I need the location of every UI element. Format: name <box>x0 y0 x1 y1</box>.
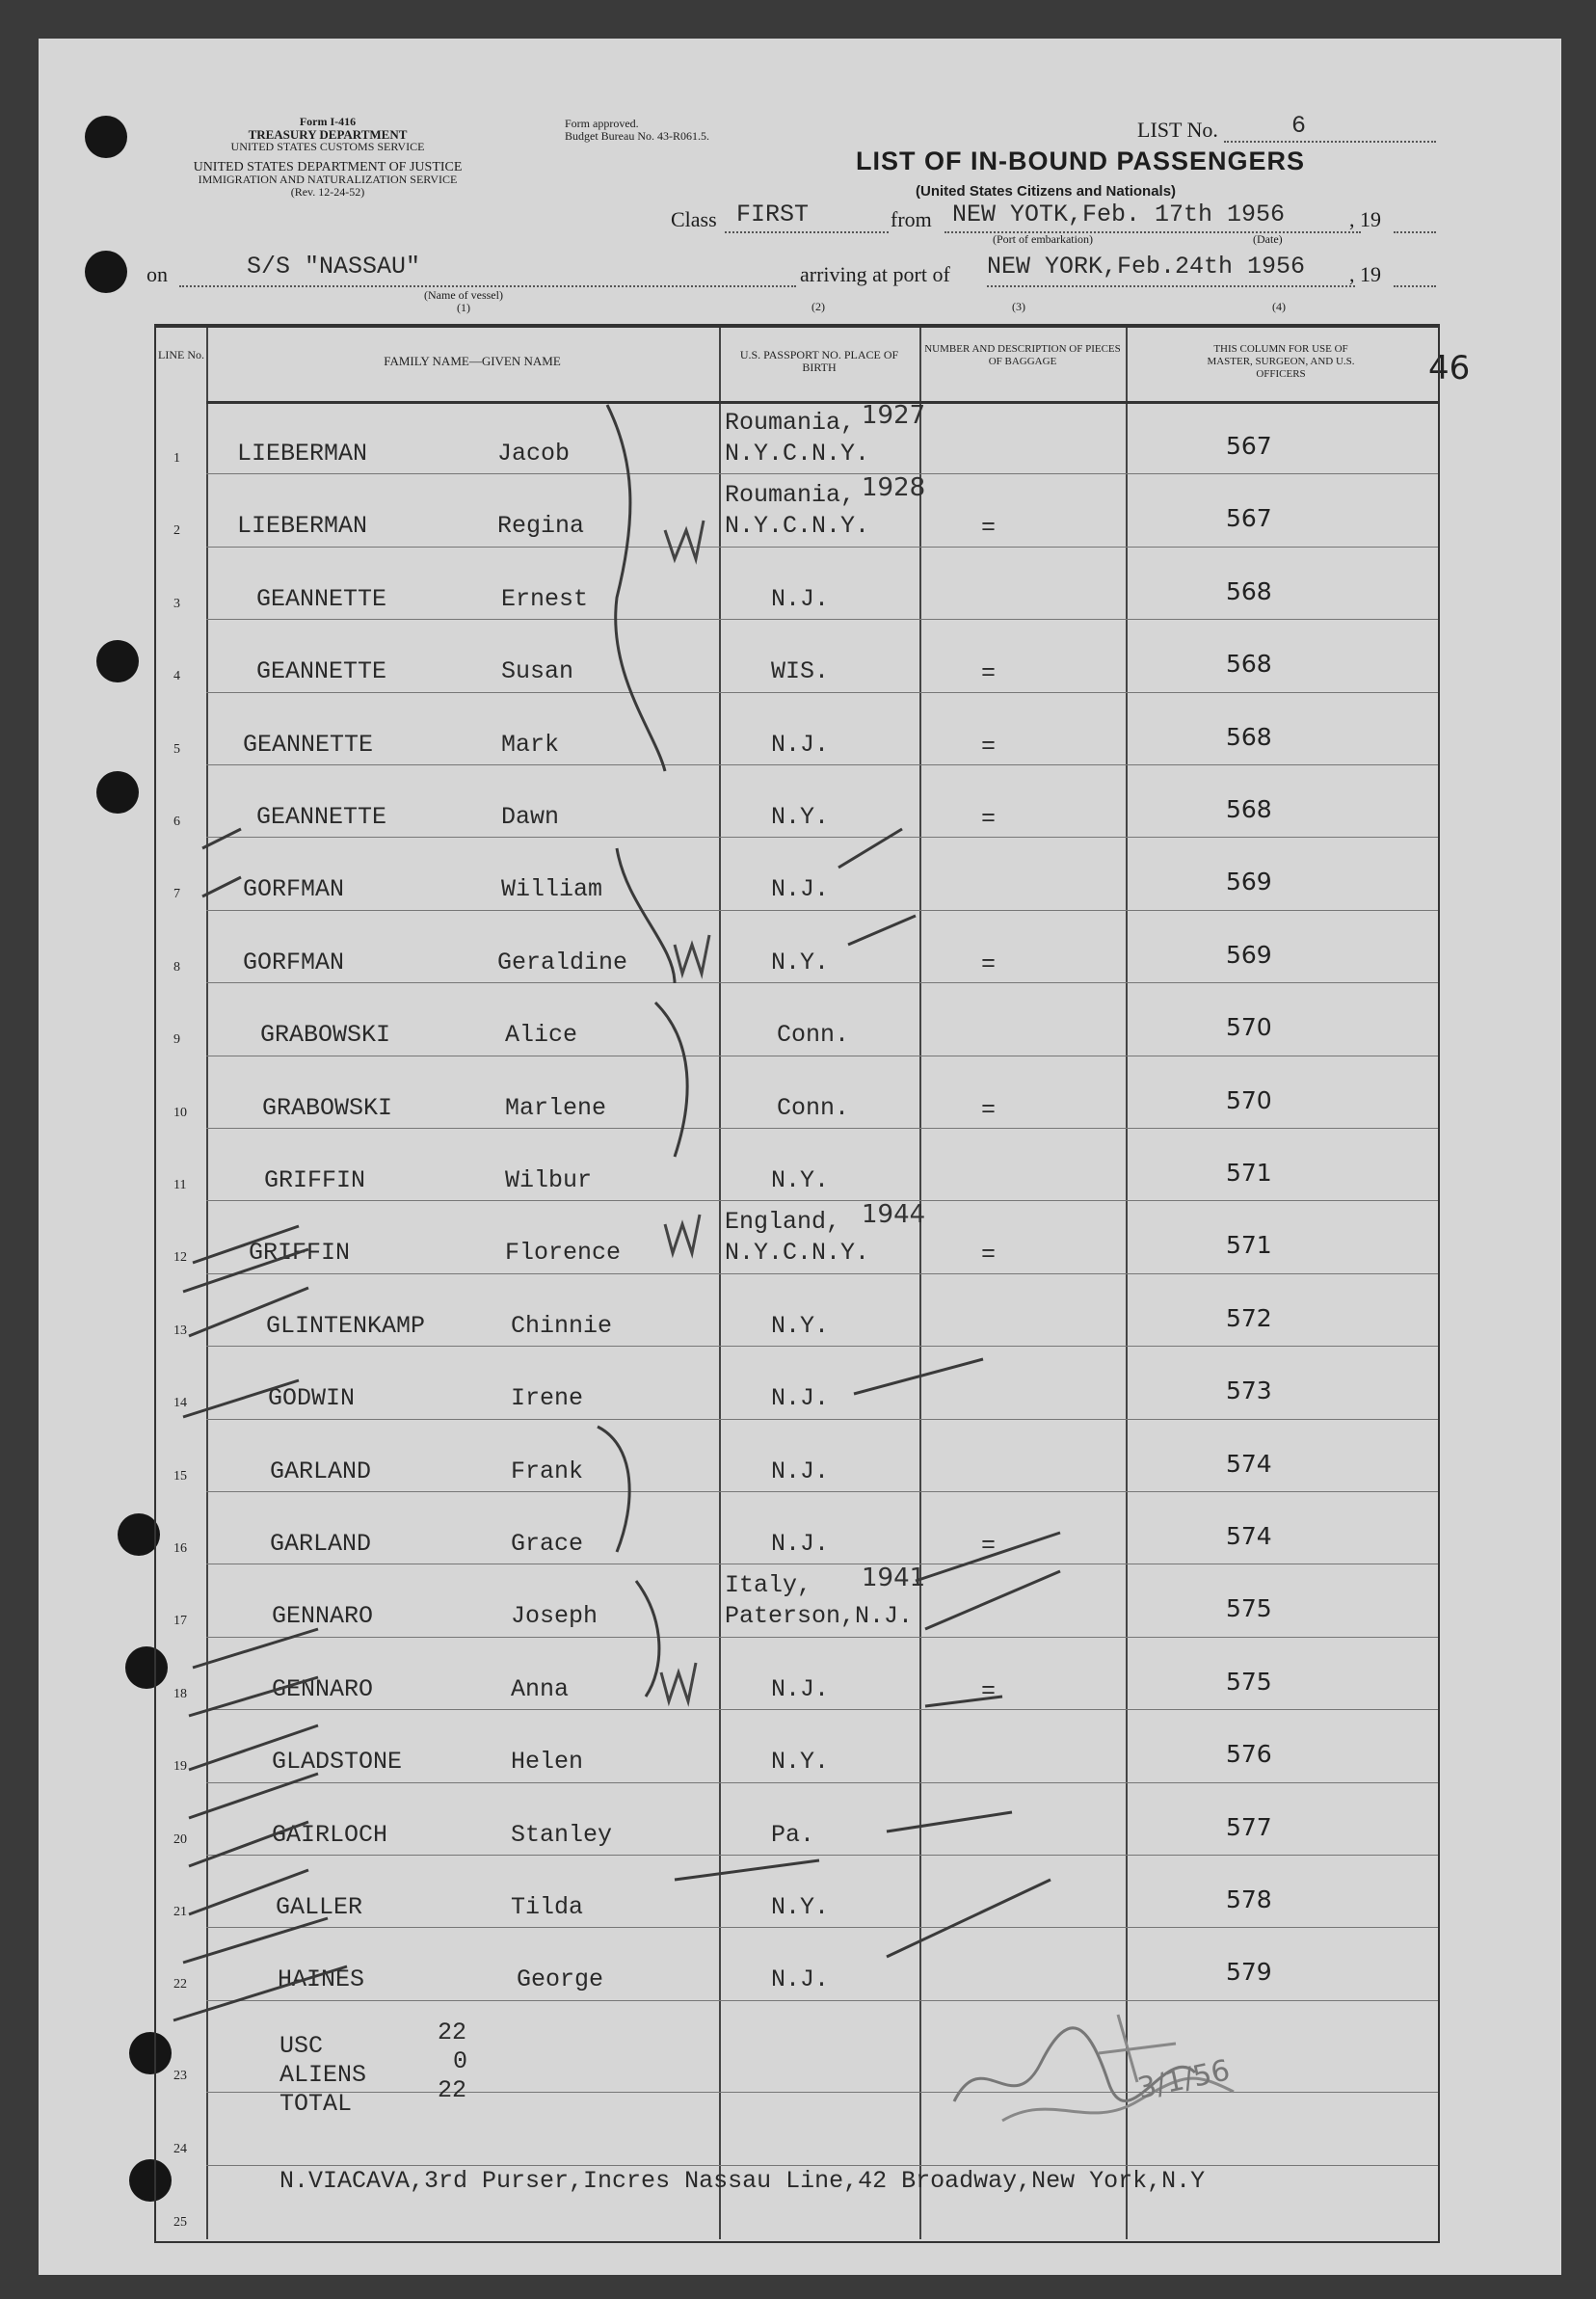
place-of-birth: N.J. <box>771 1530 830 1558</box>
family-name: GEANNETTE <box>256 657 387 686</box>
place-of-birth: N.J. <box>771 1674 830 1703</box>
officer-number: 579 <box>1226 1958 1272 1987</box>
place-of-birth: Pa. <box>771 1820 815 1849</box>
family-name: HAINES <box>278 1965 365 1994</box>
family-name: GENNARO <box>272 1674 374 1703</box>
line-number: 1 <box>173 451 180 466</box>
page-number: 46 <box>1428 349 1471 388</box>
approved-label: Form approved. <box>565 117 639 130</box>
place-of-birth: N.Y. <box>771 1311 830 1340</box>
line-number: 6 <box>173 815 180 829</box>
officer-number: 567 <box>1226 432 1272 460</box>
aliens-value: 0 <box>453 2047 468 2075</box>
family-name: GORFMAN <box>243 948 345 976</box>
officer-number: 574 <box>1226 1522 1272 1550</box>
baggage-mark: = <box>981 659 997 688</box>
given-name: Tilda <box>511 1893 584 1921</box>
place-of-birth: N.J. <box>771 584 830 613</box>
rev-label: (Rev. 12-24-52) <box>290 185 365 199</box>
line-number: 19 <box>173 1759 187 1775</box>
baggage-mark: = <box>981 1241 997 1270</box>
line-number: 22 <box>173 1977 187 1992</box>
given-name: Anna <box>511 1674 570 1703</box>
line-number: 5 <box>173 741 180 757</box>
place-of-birth: N.Y. <box>771 803 830 831</box>
place-of-birth: N.J. <box>771 1384 830 1413</box>
birth-year: 1941 <box>862 1564 926 1593</box>
justice-label: UNITED STATES DEPARTMENT OF JUSTICE <box>193 160 463 174</box>
column-header-line: LINE No. <box>158 348 204 361</box>
officer-number: 571 <box>1226 1159 1272 1187</box>
given-name: Marlene <box>505 1093 607 1122</box>
given-name: Jacob <box>497 440 571 468</box>
family-name: LIEBERMAN <box>237 440 368 468</box>
year-label-2: , 19 <box>1349 262 1381 286</box>
on-label: on <box>146 262 168 286</box>
place-of-birth: N.Y. <box>771 1166 830 1194</box>
family-name: GRABOWSKI <box>262 1093 393 1122</box>
given-name: Helen <box>511 1748 584 1777</box>
line-number: 10 <box>173 1105 187 1120</box>
family-name: GEANNETTE <box>256 584 387 613</box>
family-name: GORFMAN <box>243 875 345 904</box>
place-of-birth: N.Y. <box>771 1893 830 1921</box>
officer-number: 574 <box>1226 1449 1272 1478</box>
officer-number: 572 <box>1226 1303 1272 1332</box>
line-number: 3 <box>173 596 180 611</box>
birth-year: 1944 <box>862 1200 926 1230</box>
given-name: Chinnie <box>511 1311 613 1340</box>
birth-year: 1927 <box>862 401 926 430</box>
officer-number: 570 <box>1226 1085 1272 1114</box>
vessel-note: (Name of vessel) (1) <box>424 288 503 314</box>
column-header-baggage: NUMBER AND DESCRIPTION OF PIECES OF BAGGAGE <box>924 343 1121 367</box>
baggage-mark: = <box>981 514 997 543</box>
total-value: 22 <box>438 2076 467 2104</box>
family-name: GAIRLOCH <box>272 1820 388 1849</box>
given-name: Alice <box>505 1021 578 1050</box>
treasury-label: TREASURY DEPARTMENT <box>248 127 408 142</box>
aliens-label: ALIENS <box>279 2061 367 2089</box>
line-number: 2 <box>173 523 180 539</box>
usc-value: 22 <box>438 2018 467 2046</box>
line-number: 17 <box>173 1614 187 1629</box>
given-name: Grace <box>511 1530 584 1558</box>
total-label: TOTAL <box>279 2090 353 2118</box>
arriving-value: NEW YORK,Feb.24th 1956 <box>987 253 1306 281</box>
line-number: 15 <box>173 1468 187 1484</box>
officer-number: 577 <box>1226 1812 1272 1841</box>
family-name: GLINTENKAMP <box>266 1311 426 1340</box>
baggage-mark: = <box>981 732 997 761</box>
line-number: 14 <box>173 1396 187 1411</box>
place-of-birth: N.Y.C.N.Y. <box>725 1239 870 1268</box>
officer-number: 570 <box>1226 1013 1272 1042</box>
line-number: 9 <box>173 1032 180 1048</box>
officer-number: 571 <box>1226 1231 1272 1260</box>
given-name: Irene <box>511 1384 584 1413</box>
place-of-birth: N.Y. <box>771 948 830 976</box>
column-header-officers: THIS COLUMN FOR USE OF MASTER, SURGEON, AND U.S. OFFICERS <box>1207 343 1355 380</box>
usc-label: USC <box>279 2032 324 2060</box>
given-name: Florence <box>505 1239 622 1268</box>
given-name: Geraldine <box>497 948 628 976</box>
officer-number: 568 <box>1226 795 1272 823</box>
given-name: Mark <box>501 730 560 759</box>
customs-label: UNITED STATES CUSTOMS SERVICE <box>230 140 425 153</box>
page-title: LIST OF IN-BOUND PASSENGERS <box>856 147 1306 175</box>
year-label: , 19 <box>1349 207 1381 231</box>
col-number-2: (2) <box>811 300 825 313</box>
line-number-23: 23 <box>173 2069 187 2083</box>
line-number: 18 <box>173 1686 187 1701</box>
family-name: GODWIN <box>268 1384 356 1413</box>
given-name: William <box>501 875 603 904</box>
officer-number: 568 <box>1226 576 1272 605</box>
given-name: George <box>517 1965 604 1994</box>
line-number-25: 25 <box>173 2215 187 2230</box>
birth-year: 1928 <box>862 473 926 503</box>
class-value: FIRST <box>736 200 810 228</box>
list-number-label: LIST No. <box>1137 118 1218 142</box>
line-number: 4 <box>173 669 180 684</box>
baggage-mark: = <box>981 1532 997 1560</box>
col-number-3: (3) <box>1012 300 1025 313</box>
given-name: Ernest <box>501 584 589 613</box>
officer-number: 578 <box>1226 1885 1272 1913</box>
given-name: Dawn <box>501 803 560 831</box>
budget-label: Budget Bureau No. 43-R061.5. <box>565 129 709 143</box>
arriving-label: arriving at port of <box>800 262 950 286</box>
ins-label: IMMIGRATION AND NATURALIZATION SERVICE <box>198 173 458 186</box>
given-name: Frank <box>511 1457 584 1485</box>
line-number-24: 24 <box>173 2142 187 2156</box>
form-id: Form I-416 <box>299 115 357 128</box>
place-of-birth: Conn. <box>777 1021 850 1050</box>
signature-date: 3/1/56 <box>1134 2053 1234 2106</box>
port-embarkation-note: (Port of embarkation) <box>993 232 1093 246</box>
officer-number: 569 <box>1226 940 1272 969</box>
baggage-mark: = <box>981 1676 997 1705</box>
given-name: Wilbur <box>505 1166 593 1194</box>
family-name: GLADSTONE <box>272 1748 403 1777</box>
col-number-4: (4) <box>1272 300 1286 313</box>
officer-number: 576 <box>1226 1740 1272 1769</box>
family-name: GARLAND <box>270 1530 372 1558</box>
vessel-name: S/S "NASSAU" <box>247 253 421 281</box>
officer-number: 573 <box>1226 1377 1272 1405</box>
birth-country: Roumania, <box>725 481 856 510</box>
date-note: (Date) <box>1253 232 1283 246</box>
family-name: LIEBERMAN <box>237 512 368 541</box>
place-of-birth: WIS. <box>771 657 830 686</box>
given-name: Susan <box>501 657 574 686</box>
family-name: GRIFFIN <box>249 1239 351 1268</box>
family-name: GALLER <box>276 1893 363 1921</box>
line-number: 21 <box>173 1905 187 1919</box>
officer-number: 568 <box>1226 650 1272 679</box>
family-name: GENNARO <box>272 1602 374 1631</box>
place-of-birth: N.Y. <box>771 1748 830 1777</box>
place-of-birth: N.Y.C.N.Y. <box>725 440 870 468</box>
purser-line: N.VIACAVA,3rd Purser,Incres Nassau Line,42 Broadway,New York,N.Y <box>279 2167 1206 2195</box>
baggage-mark: = <box>981 805 997 833</box>
birth-country: Italy, <box>725 1571 812 1600</box>
given-name: Joseph <box>511 1602 598 1631</box>
officer-number: 568 <box>1226 722 1272 751</box>
column-header-name: FAMILY NAME—GIVEN NAME <box>384 354 561 368</box>
officer-number: 567 <box>1226 504 1272 533</box>
family-name: GRABOWSKI <box>260 1021 391 1050</box>
list-number: 6 <box>1291 112 1307 140</box>
given-name: Stanley <box>511 1820 613 1849</box>
from-label: from <box>891 207 932 231</box>
officer-number: 575 <box>1226 1667 1272 1696</box>
place-of-birth: N.J. <box>771 1457 830 1485</box>
baggage-mark: = <box>981 949 997 978</box>
birth-country: England, <box>725 1208 841 1237</box>
place-of-birth: Conn. <box>777 1093 850 1122</box>
place-of-birth: Paterson,N.J. <box>725 1602 914 1631</box>
family-name: GEANNETTE <box>243 730 374 759</box>
place-of-birth: N.J. <box>771 1965 830 1994</box>
place-of-birth: N.Y.C.N.Y. <box>725 512 870 541</box>
officer-number: 575 <box>1226 1594 1272 1623</box>
place-of-birth: N.J. <box>771 730 830 759</box>
given-name: Regina <box>497 512 585 541</box>
officer-number: 569 <box>1226 868 1272 896</box>
family-name: GRIFFIN <box>264 1166 366 1194</box>
page-subtitle: (United States Citizens and Nationals) <box>916 183 1177 200</box>
line-number: 11 <box>173 1178 187 1192</box>
birth-country: Roumania, <box>725 409 856 437</box>
from-value: NEW YOTK,Feb. 17th 1956 <box>952 200 1286 228</box>
family-name: GEANNETTE <box>256 803 387 831</box>
class-label: Class <box>671 207 717 231</box>
family-name: GARLAND <box>270 1457 372 1485</box>
line-number: 7 <box>173 887 180 902</box>
line-number: 16 <box>173 1541 187 1556</box>
place-of-birth: N.J. <box>771 875 830 904</box>
line-number: 20 <box>173 1831 187 1847</box>
column-header-passport: U.S. PASSPORT NO. PLACE OF BIRTH <box>739 348 899 374</box>
line-number: 8 <box>173 959 180 975</box>
line-number: 13 <box>173 1323 187 1338</box>
baggage-mark: = <box>981 1095 997 1124</box>
line-number: 12 <box>173 1250 187 1266</box>
